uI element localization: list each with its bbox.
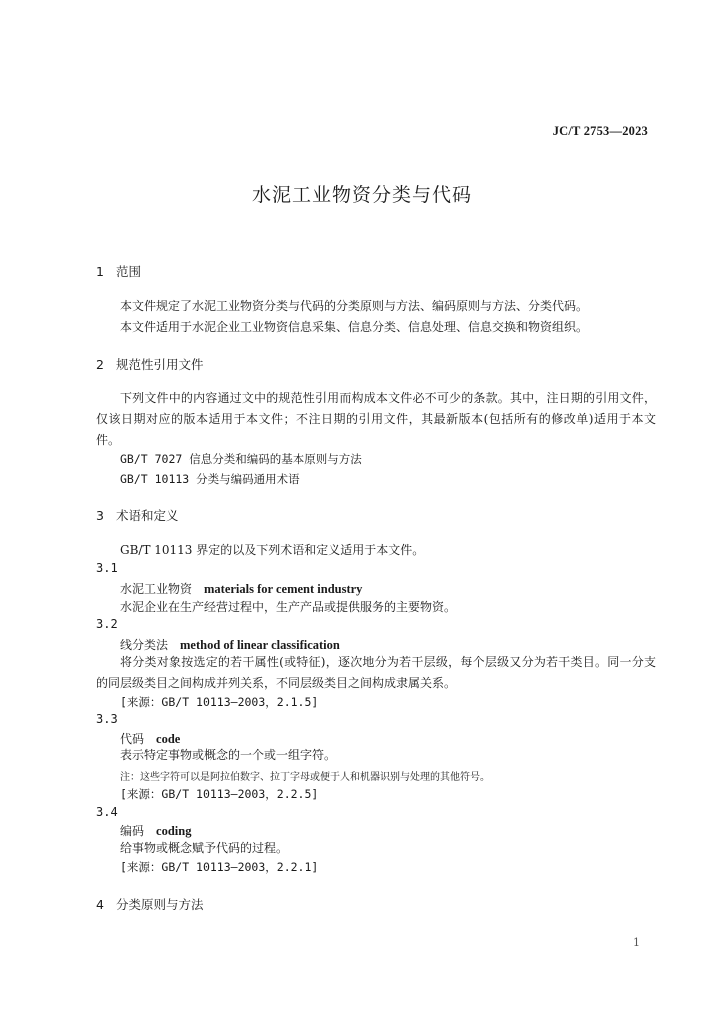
term-cn: 线分类法 xyxy=(120,638,169,652)
term-3-1-number: 3.1 xyxy=(96,561,118,575)
term-cn: 水泥工业物资 xyxy=(120,582,193,596)
section-1-paragraph-2: 本文件适用于水泥企业工业物资信息采集、信息分类、信息处理、信息交换和物资组织。 xyxy=(120,320,589,334)
term-3-1-title xyxy=(120,580,362,597)
term-3-2-definition: 将分类对象按选定的若干属性(或特征)，逐次地分为若干层级，每个层级又分为若干类目。同一分支的同层级类目之间构成并列关系，不同层级类目之间构成隶属关系。 xyxy=(96,655,656,690)
section-3-heading xyxy=(96,506,179,524)
term-cn: 代码 xyxy=(120,732,145,746)
term-3-2-number: 3.2 xyxy=(96,617,118,631)
section-1-paragraph-1: 本文件规定了水泥工业物资分类与代码的分类原则与方法、编码原则与方法、分类代码。 xyxy=(120,299,589,313)
section-number: 1 xyxy=(96,264,104,279)
term-3-3-note: 注：这些字符可以是阿拉伯数字、拉丁字母或便于人和机器识别与处理的其他符号。 xyxy=(120,772,490,783)
term-3-2-title xyxy=(120,636,340,653)
normative-reference-2: GB/T 10113 分类与编码通用术语 xyxy=(120,472,300,486)
term-cn: 编码 xyxy=(120,824,145,838)
section-2-heading xyxy=(96,355,204,373)
document-title: 水泥工业物资分类与代码 xyxy=(251,184,472,206)
term-3-2-source: [来源：GB/T 10113—2003，2.1.5] xyxy=(120,695,319,709)
term-en: method of linear classification xyxy=(180,638,340,652)
section-title: 规范性引用文件 xyxy=(116,357,204,372)
term-3-3-source: [来源：GB/T 10113—2003，2.2.5] xyxy=(120,787,319,801)
section-title: 术语和定义 xyxy=(116,508,179,523)
section-title: 范围 xyxy=(116,264,142,279)
page-number: 1 xyxy=(633,936,640,949)
normative-reference-1: GB/T 7027 信息分类和编码的基本原则与方法 xyxy=(120,452,362,466)
term-en: code xyxy=(156,732,181,746)
term-3-4-source: [来源：GB/T 10113—2003，2.2.1] xyxy=(120,860,319,874)
section-number: 4 xyxy=(96,897,104,912)
term-3-4-definition: 给事物或概念赋予代码的过程。 xyxy=(120,841,289,855)
section-1-heading xyxy=(96,262,141,280)
term-en: materials for cement industry xyxy=(204,582,363,596)
term-3-4-title xyxy=(120,822,191,839)
term-3-3-number: 3.3 xyxy=(96,712,118,726)
section-title: 分类原则与方法 xyxy=(116,897,204,912)
section-number: 3 xyxy=(96,508,104,523)
section-2-paragraph: 下列文件中的内容通过文中的规范性引用而构成本文件必不可少的条款。其中，注日期的引用文件，仅该日期对应的版本适用于本文件；不注日期的引用文件，其最新版本(包括所有的修改单)适用于本文件。 xyxy=(96,391,656,447)
section-3-intro: GB/T 10113 界定的以及下列术语和定义适用于本文件。 xyxy=(120,543,425,557)
standard-number: JC/T 2753—2023 xyxy=(552,124,648,138)
term-en: coding xyxy=(156,824,192,838)
term-3-4-number: 3.4 xyxy=(96,805,118,819)
section-number: 2 xyxy=(96,357,104,372)
term-3-1-definition: 水泥企业在生产经营过程中，生产产品或提供服务的主要物资。 xyxy=(120,600,457,614)
term-3-3-definition: 表示特定事物或概念的一个或一组字符。 xyxy=(120,748,337,762)
section-4-heading xyxy=(96,895,204,913)
